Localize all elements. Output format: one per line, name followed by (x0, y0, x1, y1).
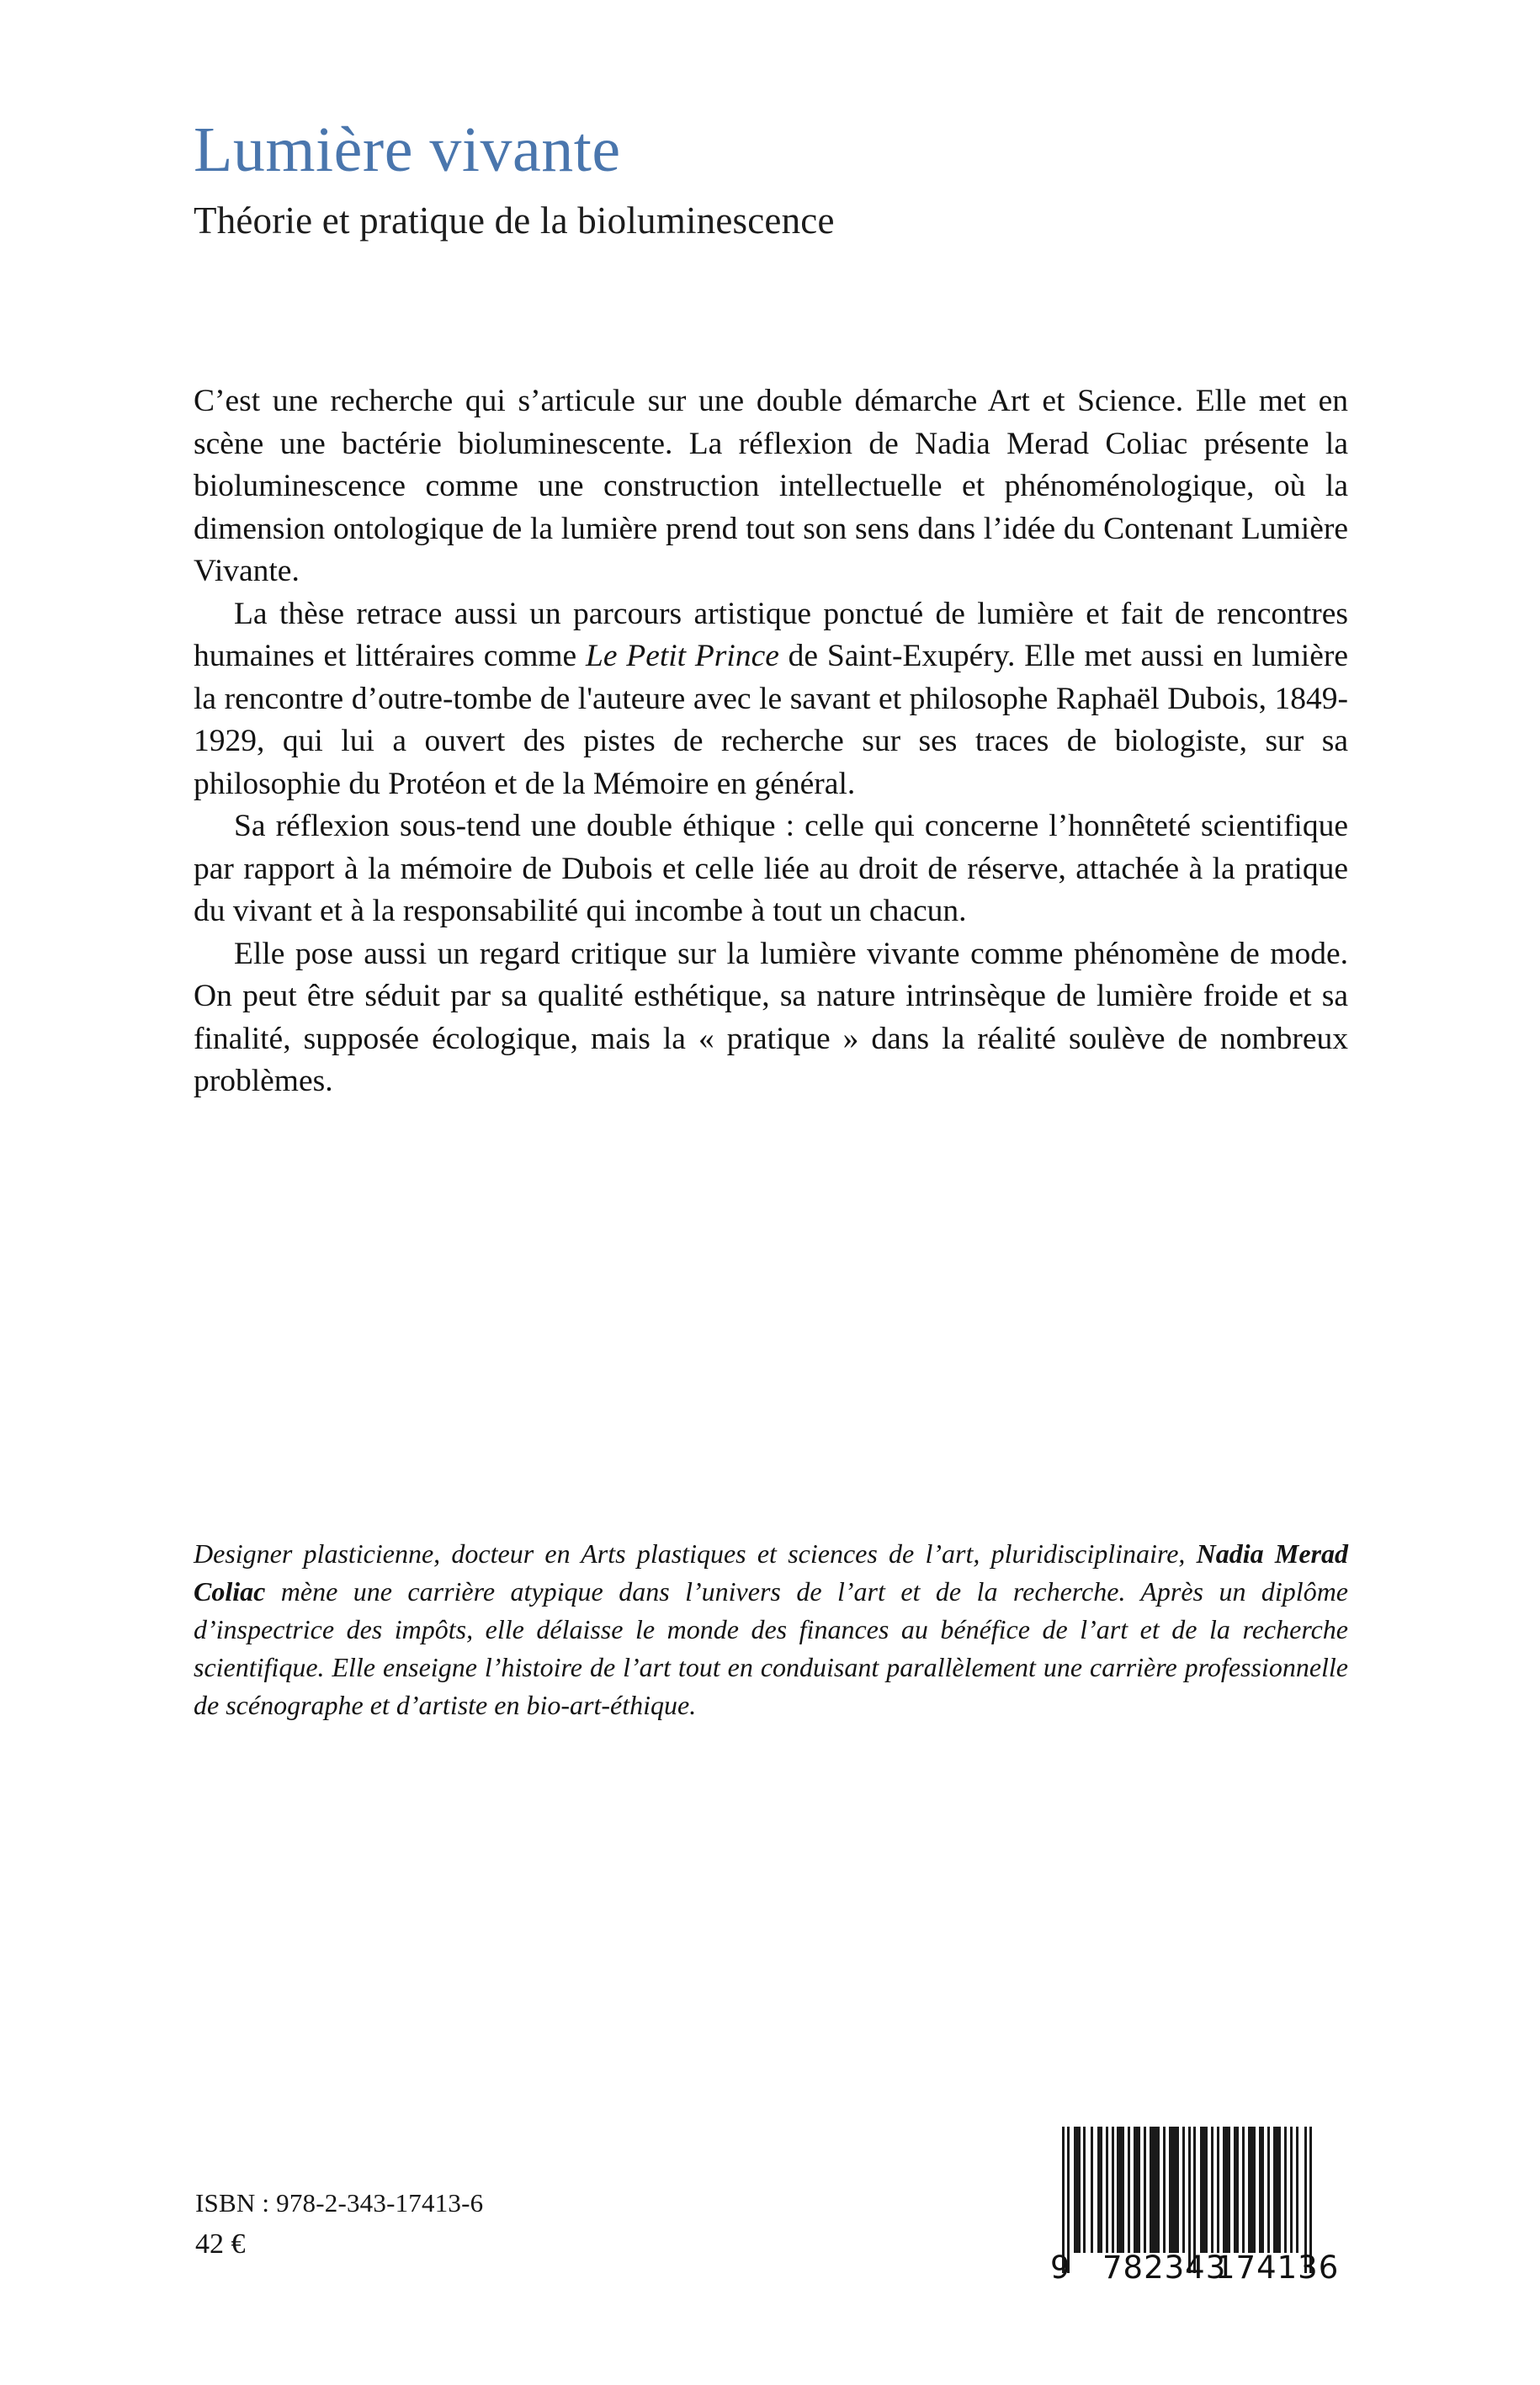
barcode-right-group: 174136 (1215, 2250, 1340, 2286)
price-line: 42 € (195, 2228, 246, 2260)
page-subtitle: Théorie et pratique de la bioluminescence (194, 199, 835, 242)
blurb-paragraph-3-text: Sa réflexion sous-tend une double éthique : celle qui concerne l’honnêteté scientifique par rapport à la mémoire de Dubois et celle liée au droit de réserve, attachée à la pratique du vivant et à la responsabilité qui incombe à tout un chacun. (194, 809, 1348, 928)
barcode (1045, 2127, 1328, 2273)
blurb-paragraph-1 (194, 380, 1348, 593)
title-block (194, 114, 1355, 242)
blurb-text (194, 380, 1348, 1103)
author-biography (194, 1535, 1348, 1724)
imprint-footer (195, 2185, 784, 2264)
isbn-line: ISBN : 978-2-343-17413-6 (195, 2188, 484, 2218)
blurb-paragraph-2-text-after: de Saint-Exupéry. Elle met aussi en lumière la rencontre d’outre-tombe de l'auteure avec le savant et philosophe Raphaël Dubois, 1849-1929, qui lui a ouvert des pistes de recherche sur ses traces de biologiste, sur sa philosophie du Protéon et de la Mémoire en général. (194, 639, 1348, 801)
blurb-paragraph-1-text: C’est une recherche qui s’articule sur une double démarche Art et Science. Elle met en scène une bactérie bioluminescente. La réflexion de Nadia Merad Coliac présente la bioluminescence comme une construction intellectuelle et phénoménologique, où la dimension ontologique de la lumière prend tout son sens dans l’idée du Contenant Lumière Vivante. (194, 384, 1348, 588)
blurb-paragraph-3 (194, 805, 1348, 933)
author-bio-text-after: mène une carrière atypique dans l’univers de l’art et de la recherche. Après un diplôme d’inspectrice des impôts, elle délaisse le monde des finances au bénéfice de l’art et de la recherche scientifique. Elle enseigne l’histoire de l’art tout en conduisant parallèlement une carrière professionnelle de scénographe et d’artiste en bio-art-éthique. (194, 1576, 1348, 1720)
author-bio-text-before: Designer plasticienne, docteur en Arts plastiques et sciences de l’art, pluridisciplinaire, (194, 1538, 1197, 1569)
author-biography-paragraph (194, 1535, 1348, 1724)
cited-work-title: Le Petit Prince (585, 639, 779, 673)
author-name: Nadia Merad Coliac (194, 1538, 1349, 1607)
blurb-paragraph-2 (194, 593, 1348, 806)
ean13-barcode-icon (1045, 2127, 1328, 2273)
barcode-lead-digit: 9 (1050, 2250, 1071, 2286)
blurb-paragraph-4-text: Elle pose aussi un regard critique sur la lumière vivante comme phénomène de mode. On peut être séduit par sa qualité esthétique, sa nature intrinsèque de lumière froide et sa finalité, supposée écologique, mais la « pratique » dans la réalité soulève de nombreux problèmes. (194, 936, 1348, 1098)
blurb-paragraph-2-text-before: La thèse retrace aussi un parcours artistique ponctué de lumière et fait de rencontres humaines et littéraires comme (194, 596, 1348, 673)
blurb-paragraph-4 (194, 933, 1348, 1103)
barcode-left-group: 782343 (1102, 2250, 1227, 2286)
page-title: Lumière vivante (194, 114, 621, 185)
